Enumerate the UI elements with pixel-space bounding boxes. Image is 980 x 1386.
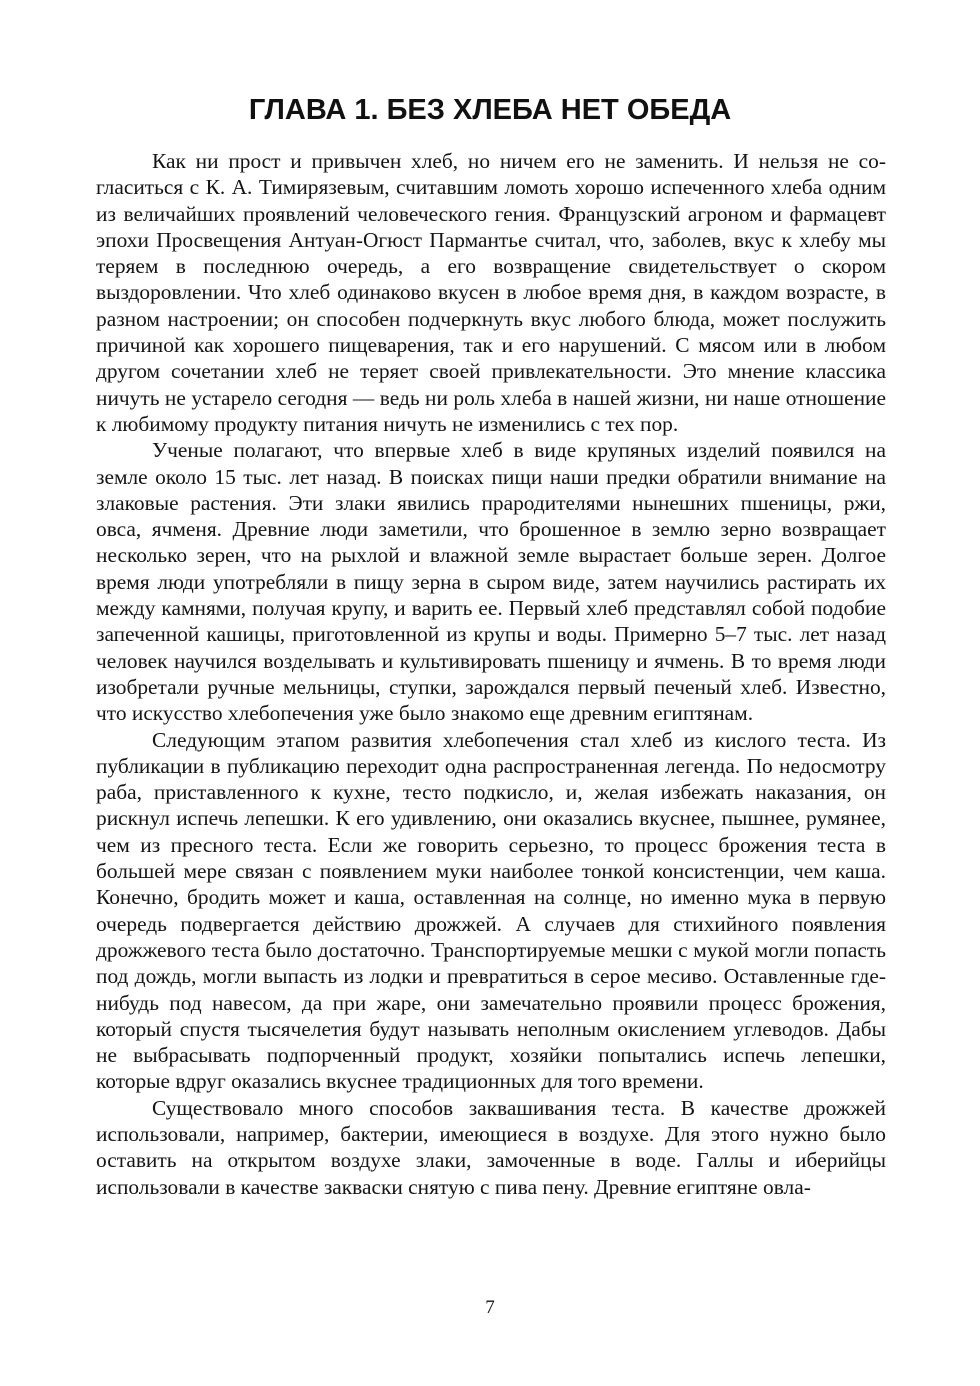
chapter-body [96, 148, 886, 1200]
page-number: 7 [485, 1297, 495, 1318]
chapter-title: ГЛАВА 1. БЕЗ ХЛЕБА НЕТ ОБЕДА [248, 94, 732, 126]
paragraph-3: Следующим этапом развития хлебопечения стал хлеб из кислого теста. Из публикации в публикацию переходит одна распространенная легенда. По недосмотру раба, приставленного к кухне, тесто подкисло, и, желая избежать наказания, он рискнул испечь лепешки. К его удивлению, они оказались вкуснее, пышнее, румянее, чем из пресного теста. Если же говорить серьезно, то процесс брожения теста в большей мере связан с появлением муки наиболее тонкой консистенции, чем каша. Конечно, бродить может и каша, оставленная на солнце, но именно мука в первую очередь подвергается действию дрожжей. А случаев для стихийного появления дрожжевого теста было достаточно. Транспортируемые мешки с мукой могли попасть под дождь, могли выпасть из лодки и превратиться в серое месиво. Оставленные где-нибудь под навесом, да при жаре, они замечательно проявили процесс брожения, который спустя тысячелетия будут называть неполным окислением углеводов. Дабы не выбрасывать подпорченный продукт, хозяйки попытались испечь лепешки, которые вдруг оказались вкуснее традиционных для того времени. [96, 727, 886, 1094]
paragraph-2: Ученые полагают, что впервые хлеб в виде крупяных изделий появился на земле около 15 тыс. лет назад. В поисках пищи наши предки обратили внимание на злаковые растения. Эти злаки явились прародителями нынешних пшеницы, ржи, овса, ячменя. Древние люди заметили, что брошенное в землю зерно возвращает несколько зерен, что на рыхлой и влажной земле вырастает больше зерен. Долгое время люди употребляли в пищу зерна в сыром виде, затем научились растирать их между камнями, получая крупу, и варить ее. Первый хлеб представлял собой подобие запеченной кашицы, приготовленной из крупы и воды. Примерно 5–7 тыс. лет назад человек научился возделывать и культивировать пшеницу и ячмень. В то время люди изобретали ручные мельницы, ступки, зарождался первый печеный хлеб. Известно, что искусство хлебопечения уже было знакомо еще древним египтянам. [96, 438, 886, 726]
paragraph-4: Существовало много способов заквашивания теста. В качестве дрожжей использовали, например, бактерии, имеющиеся в воздухе. Для этого нужно было оставить на открытом воздухе злаки, замоченные в воде. Галлы и иберийцы использовали в качестве закваски снятую с пива пену. Древние египтяне овла- [96, 1095, 886, 1199]
paragraph-1: Как ни прост и привычен хлеб, но ничем его не заменить. И нельзя не согласиться с К. А. Тимирязевым, считавшим ломоть хорошо испеченного хлеба одним из величайших проявлений человеческого гения. Французский агроном и фармацевт эпохи Просвещения Антуан-Огюст Пармантье считал, что, заболев, вкус к хлебу мы теряем в последнюю очередь, а его возвращение свидетельствует о скором выздоровлении. Что хлеб одинаково вкусен в любое время дня, в каждом возрасте, в разном настроении; он способен подчеркнуть вкус любого блюда, может послужить причиной как хорошего пищеварения, так и его нарушений. С мясом или в любом другом сочетании хлеб не теряет своей привлекательности. Это мнение классика ничуть не устарело сегодня — ведь ни роль хлеба в нашей жизни, ни наше отношение к любимому продукту питания ничуть не изменились с тех пор. [96, 149, 886, 436]
